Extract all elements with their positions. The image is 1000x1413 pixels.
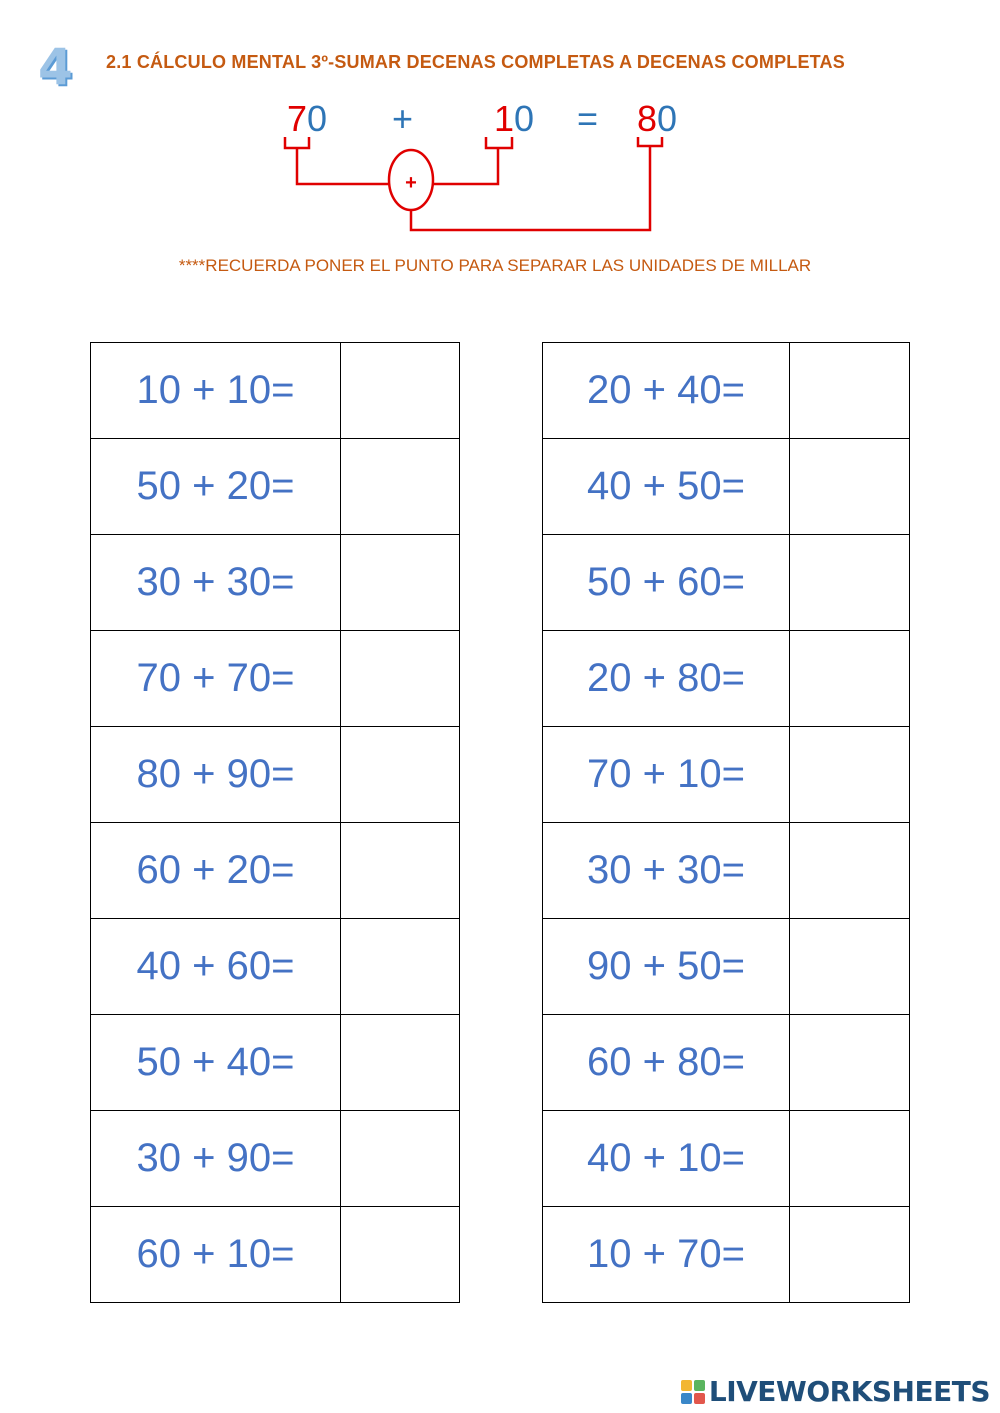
answer-box[interactable]	[341, 1111, 460, 1207]
exercise-row	[91, 823, 460, 919]
answer-box[interactable]	[790, 631, 910, 727]
brand-mark-square-4	[694, 1393, 705, 1404]
bracket-a	[285, 137, 309, 148]
connector-result	[411, 146, 650, 230]
lesson-number: 4	[38, 38, 73, 96]
exercise-row	[543, 1015, 910, 1111]
example-addend-a-tens: 7	[287, 98, 308, 139]
brand-mark-square-1	[681, 1380, 692, 1391]
exercise-expression: 90 + 50=	[543, 919, 790, 1015]
answer-box[interactable]	[341, 919, 460, 1015]
exercise-expression: 30 + 30=	[543, 823, 790, 919]
exercise-expression: 50 + 60=	[543, 535, 790, 631]
answer-box[interactable]	[341, 727, 460, 823]
exercise-row	[543, 727, 910, 823]
example-diagram	[0, 0, 1000, 260]
brand-mark-icon	[681, 1380, 705, 1404]
answer-box[interactable]	[790, 823, 910, 919]
exercise-row	[91, 1207, 460, 1303]
exercise-row	[543, 631, 910, 727]
exercise-expression: 40 + 50=	[543, 439, 790, 535]
example-addend-b-units: 0	[514, 98, 535, 139]
connector-b	[433, 148, 498, 184]
example-addend-a-units: 0	[307, 98, 328, 139]
exercise-row	[91, 535, 460, 631]
exercise-expression: 60 + 80=	[543, 1015, 790, 1111]
circle-plus-sign: +	[405, 172, 417, 194]
exercise-expression: 40 + 10=	[543, 1111, 790, 1207]
bracket-result	[638, 137, 662, 146]
answer-box[interactable]	[790, 919, 910, 1015]
exercise-row	[91, 727, 460, 823]
answer-box[interactable]	[341, 1015, 460, 1111]
answer-box[interactable]	[790, 1015, 910, 1111]
answer-box[interactable]	[341, 1207, 460, 1303]
answer-box[interactable]	[790, 535, 910, 631]
answer-box[interactable]	[341, 343, 460, 439]
liveworksheets-logo	[681, 1375, 990, 1408]
example-result-units: 0	[657, 98, 678, 139]
example-plus-sign: +	[392, 98, 414, 139]
exercise-row	[543, 535, 910, 631]
exercise-expression: 60 + 20=	[91, 823, 341, 919]
connector-a	[297, 148, 388, 184]
brand-mark-square-2	[694, 1380, 705, 1391]
exercise-row	[91, 631, 460, 727]
exercise-expression: 30 + 30=	[91, 535, 341, 631]
exercise-row	[543, 439, 910, 535]
exercise-row	[91, 1111, 460, 1207]
exercise-row	[543, 823, 910, 919]
exercise-row	[91, 439, 460, 535]
worksheet-title: 2.1 CÁLCULO MENTAL 3º-SUMAR DECENAS COMPLETAS A DECENAS COMPLETAS	[106, 52, 845, 72]
bracket-b	[486, 137, 512, 148]
answer-box[interactable]	[790, 1207, 910, 1303]
exercise-expression: 30 + 90=	[91, 1111, 341, 1207]
answer-box[interactable]	[790, 439, 910, 535]
exercise-expression: 60 + 10=	[91, 1207, 341, 1303]
exercise-expression: 80 + 90=	[91, 727, 341, 823]
exercise-row	[91, 919, 460, 1015]
brand-mark-square-3	[681, 1393, 692, 1404]
exercise-expression: 70 + 70=	[91, 631, 341, 727]
exercise-expression: 10 + 10=	[91, 343, 341, 439]
exercise-expression: 50 + 20=	[91, 439, 341, 535]
exercise-row	[543, 919, 910, 1015]
answer-box[interactable]	[341, 439, 460, 535]
example-result-tens: 8	[637, 98, 658, 139]
exercise-expression: 70 + 10=	[543, 727, 790, 823]
exercise-expression: 20 + 40=	[543, 343, 790, 439]
right-exercise-table	[542, 342, 910, 1303]
answer-box[interactable]	[790, 727, 910, 823]
exercise-expression: 10 + 70=	[543, 1207, 790, 1303]
example-equals-sign: =	[577, 98, 599, 139]
exercise-row	[91, 1015, 460, 1111]
answer-box[interactable]	[341, 631, 460, 727]
left-exercise-table	[90, 342, 460, 1303]
exercise-row	[91, 343, 460, 439]
reminder-note: ****RECUERDA PONER EL PUNTO PARA SEPARAR LAS UNIDADES DE MILLAR	[178, 256, 812, 275]
exercise-row	[543, 343, 910, 439]
answer-box[interactable]	[341, 535, 460, 631]
answer-box[interactable]	[790, 343, 910, 439]
exercise-expression: 40 + 60=	[91, 919, 341, 1015]
example-addend-b-tens: 1	[494, 98, 515, 139]
brand-text: LIVEWORKSHEETS	[708, 1375, 990, 1408]
exercise-row	[543, 1207, 910, 1303]
answer-box[interactable]	[341, 823, 460, 919]
exercise-expression: 20 + 80=	[543, 631, 790, 727]
exercise-expression: 50 + 40=	[91, 1015, 341, 1111]
exercise-row	[543, 1111, 910, 1207]
answer-box[interactable]	[790, 1111, 910, 1207]
